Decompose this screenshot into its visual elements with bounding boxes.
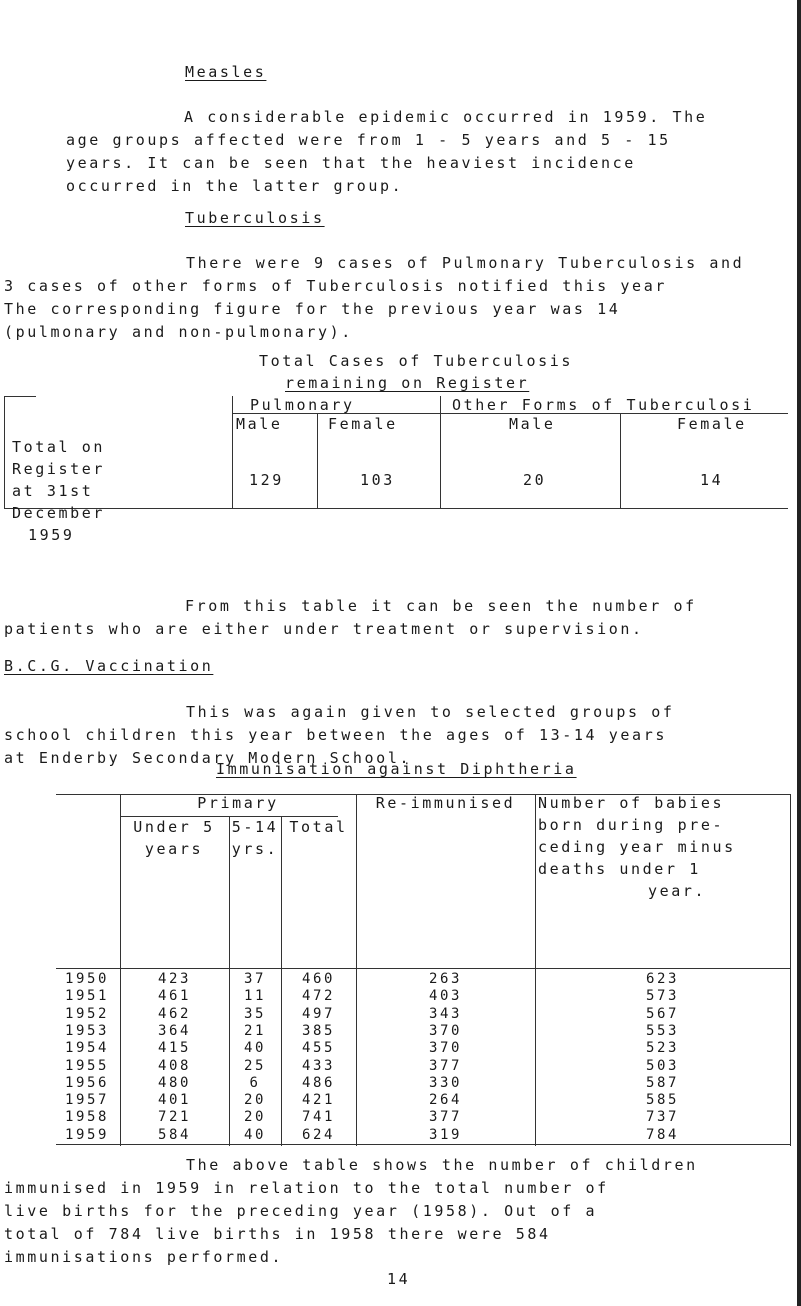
cell-age5-14: 35 (243, 1005, 267, 1022)
imm-header-5-14: yrs. (231, 840, 279, 858)
tb-row-label-line: at 31st (12, 482, 94, 500)
cell-reimmunised: 403 (428, 988, 463, 1005)
cell-under5: 461 (157, 988, 192, 1005)
cell-year: 1953 (64, 1022, 110, 1039)
cell-under5: 415 (157, 1040, 192, 1057)
cell-total: 460 (301, 971, 336, 987)
rule (440, 396, 441, 508)
cell-babies: 737 (645, 1109, 680, 1126)
text-line: A considerable epidemic occurred in 1959. The (184, 108, 708, 126)
imm-header-babies-line: ceding year minus (538, 838, 736, 856)
cell-under5: 408 (157, 1057, 192, 1074)
cell-total: 624 (301, 1126, 336, 1143)
cell-total: 421 (301, 1092, 336, 1109)
table-row (0, 1039, 790, 1058)
table-row (0, 970, 790, 989)
tb-group-other: Other Forms of Tuberculosi (452, 396, 755, 414)
imm-header-under5: Under 5 (133, 818, 215, 836)
cell-total: 455 (301, 1040, 336, 1057)
cell-babies: 587 (645, 1074, 680, 1091)
page-number: 14 (387, 1270, 411, 1288)
text-line: immunisations performed. (4, 1248, 284, 1266)
text-line: patients who are either under treatment or supervision. (4, 620, 644, 638)
text-line: occurred in the latter group. (66, 177, 404, 195)
text-line: (pulmonary and non-pulmonary). (4, 323, 353, 341)
table-row (0, 987, 790, 1006)
tb-pulmonary-female-header: Female (328, 415, 398, 433)
imm-header-reimmunised: Re-immunised (375, 794, 516, 812)
text-line: From this table it can be seen the number of (185, 597, 697, 615)
cell-babies: 585 (645, 1092, 680, 1109)
cell-age5-14: 20 (243, 1109, 267, 1126)
cell-under5: 462 (157, 1005, 192, 1022)
cell-babies: 567 (645, 1005, 680, 1022)
tb-row-label-line: Total on (12, 438, 106, 456)
text-line: at Enderby Secondary Modern School. (4, 749, 412, 767)
cell-reimmunised: 370 (428, 1022, 463, 1039)
tb-row-label-line: 1959 (28, 526, 75, 544)
tb-value-pulmonary-male: 129 (249, 471, 284, 489)
cell-total: 741 (301, 1109, 336, 1126)
text-line: There were 9 cases of Pulmonary Tuberculosis and (186, 254, 745, 272)
cell-age5-14: 21 (243, 1022, 267, 1039)
cell-under5: 584 (157, 1126, 192, 1143)
cell-age5-14: 40 (243, 1126, 267, 1143)
tb-row-label-line: December (12, 504, 106, 522)
rule (4, 396, 36, 397)
tb-pulmonary-male-header: Male (236, 415, 283, 433)
page-edge-shadow (797, 0, 801, 1306)
tb-other-female-header: Female (677, 415, 747, 433)
imm-header-5-14: 5-14 (231, 818, 279, 836)
table-row (0, 1074, 790, 1093)
cell-reimmunised: 370 (428, 1040, 463, 1057)
table-row (0, 1022, 790, 1041)
cell-year: 1952 (64, 1005, 110, 1022)
cell-year: 1955 (64, 1057, 110, 1074)
rule (4, 396, 5, 508)
imm-header-babies-line: born during pre- (538, 816, 725, 834)
tb-value-other-male: 20 (523, 471, 547, 489)
measles-paragraph (66, 106, 707, 198)
text-line: The above table shows the number of children (186, 1156, 698, 1174)
table-row (0, 1057, 790, 1076)
cell-age5-14: 11 (243, 988, 267, 1005)
tb-row-label-line: Register (12, 460, 106, 478)
table-row (0, 1091, 790, 1110)
table-row (0, 1126, 790, 1145)
imm-header-under5: years (144, 840, 204, 858)
cell-year: 1954 (64, 1040, 110, 1057)
rule (317, 414, 318, 508)
cell-age5-14: 6 (249, 1074, 261, 1091)
table-row (0, 1108, 790, 1127)
cell-under5: 480 (157, 1074, 192, 1091)
cell-year: 1956 (64, 1074, 110, 1091)
tb-table-title: Total Cases of Tuberculosis (259, 352, 574, 370)
tb-table-subtitle: remaining on Register (285, 374, 530, 392)
text-line: 3 cases of other forms of Tuberculosis notified this year (4, 277, 667, 295)
cell-year: 1958 (64, 1109, 110, 1126)
rule (56, 968, 790, 969)
table-row (0, 1005, 790, 1024)
cell-total: 472 (301, 988, 336, 1005)
cell-reimmunised: 319 (428, 1126, 463, 1143)
cell-age5-14: 20 (243, 1092, 267, 1109)
cell-under5: 401 (157, 1092, 192, 1109)
cell-reimmunised: 377 (428, 1109, 463, 1126)
imm-header-total: Total (289, 818, 348, 836)
text-line: immunised in 1959 in relation to the total number of (4, 1179, 609, 1197)
cell-babies: 784 (645, 1126, 680, 1143)
cell-babies: 503 (645, 1057, 680, 1074)
cell-reimmunised: 343 (428, 1005, 463, 1022)
imm-header-babies-line: deaths under 1 (538, 860, 701, 878)
imm-header-babies-line: year. (648, 882, 707, 900)
cell-year: 1950 (64, 971, 110, 987)
cell-under5: 721 (157, 1109, 192, 1126)
cell-babies: 623 (645, 971, 680, 987)
cell-reimmunised: 264 (428, 1092, 463, 1109)
cell-reimmunised: 330 (428, 1074, 463, 1091)
cell-under5: 364 (157, 1022, 192, 1039)
diphtheria-after-paragraph (4, 1154, 698, 1269)
cell-age5-14: 40 (243, 1040, 267, 1057)
cell-total: 486 (301, 1074, 336, 1091)
text-line: live births for the preceding year (1958). Out of a (4, 1202, 598, 1220)
tuberculosis-paragraph (4, 252, 744, 344)
cell-total: 433 (301, 1057, 336, 1074)
rule (4, 508, 788, 509)
diphtheria-heading: Immunisation against Diphtheria (216, 760, 577, 778)
cell-total: 385 (301, 1022, 336, 1039)
tb-after-paragraph (4, 595, 697, 641)
cell-year: 1959 (64, 1126, 110, 1143)
cell-age5-14: 25 (243, 1057, 267, 1074)
text-line: The corresponding figure for the previous year was 14 (4, 300, 621, 318)
cell-year: 1951 (64, 988, 110, 1005)
text-line: total of 784 live births in 1958 there were 584 (4, 1225, 551, 1243)
cell-reimmunised: 263 (428, 971, 463, 987)
cell-reimmunised: 377 (428, 1057, 463, 1074)
imm-header-primary: Primary (197, 794, 279, 812)
tb-value-other-female: 14 (700, 471, 724, 489)
cell-babies: 573 (645, 988, 680, 1005)
cell-babies: 553 (645, 1022, 680, 1039)
immunisation-table (0, 794, 790, 1146)
cell-under5: 423 (157, 971, 192, 987)
text-line: years. It can be seen that the heaviest incidence (66, 154, 636, 172)
cell-babies: 523 (645, 1040, 680, 1057)
tuberculosis-table (0, 396, 790, 544)
measles-heading: Measles (185, 63, 267, 81)
text-line: This was again given to selected groups of (186, 703, 675, 721)
bcg-heading: B.C.G. Vaccination (4, 657, 214, 675)
imm-header-babies-line: Number of babies (538, 794, 725, 812)
cell-year: 1957 (64, 1092, 110, 1109)
rule (620, 414, 621, 508)
tuberculosis-heading: Tuberculosis (185, 209, 325, 227)
tb-other-male-header: Male (509, 415, 556, 433)
tb-value-pulmonary-female: 103 (360, 471, 395, 489)
tb-group-pulmonary: Pulmonary (250, 396, 355, 414)
rule (232, 396, 233, 508)
text-line: age groups affected were from 1 - 5 years and 5 - 15 (66, 131, 671, 149)
cell-total: 497 (301, 1005, 336, 1022)
cell-age5-14: 37 (243, 971, 267, 987)
text-line: school children this year between the ages of 13-14 years (4, 726, 667, 744)
